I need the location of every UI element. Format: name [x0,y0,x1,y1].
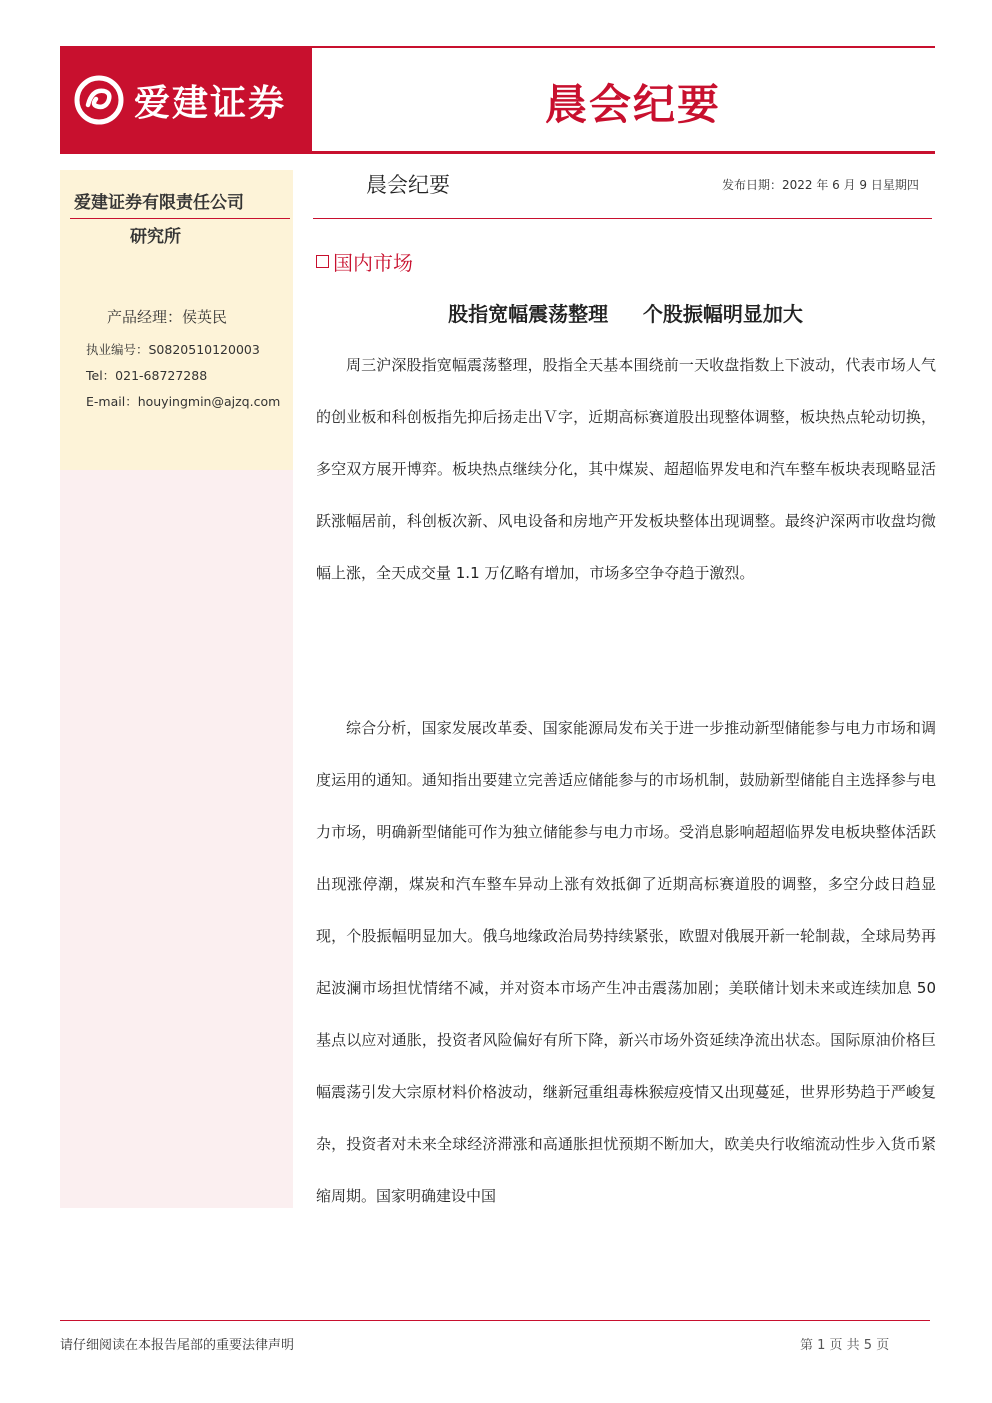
telephone: Tel：021-68727288 [86,368,208,383]
section-heading [316,247,413,276]
company-name: 爱建证券有限责任公司 [74,193,244,213]
footer-rule [60,1320,930,1321]
logo-emblem-icon [74,75,124,125]
page-indicator: 第 1 页 共 5 页 [800,1338,890,1353]
article-title: 股指宽幅震荡整理 个股振幅明显加大 [448,302,803,326]
product-manager: 产品经理：侯英民 [107,308,228,326]
institute-name: 研究所 [130,227,181,247]
report-type-title: 晨会纪要 [545,80,722,129]
sidebar-lower-panel [60,470,293,1208]
header-bottom-rule [60,151,935,154]
publish-date: 发布日期：2022 年 6 月 9 日星期四 [722,178,919,192]
subheader-rule [313,218,932,219]
legal-disclaimer: 请仔细阅读在本报告尾部的重要法律声明 [60,1338,295,1353]
email-address: E-mail：houyingmin@ajzq.com [86,394,281,409]
body-paragraph-1: 周三沪深股指宽幅震荡整理，股指全天基本围绕前一天收盘指数上下波动，代表市场人气的创业板和科创板指先抑后扬走出Ｖ字，近期高标赛道股出现整体调整，板块热点轮动切换，多空双方展开博弈。板块热点继续分化，其中煤炭、超超临界发电和汽车整车板块表现略显活跃涨幅居前，科创板次新、风电设备和房地产开发板块整体出现调整。最终沪深两市收盘均微幅上涨，全天成交量 1.1 万亿略有增加，市场多空争夺趋于激烈。 [316,356,936,582]
sidebar-divider [70,218,290,219]
document-title: 晨会纪要 [366,173,450,197]
body-paragraph-2: 综合分析，国家发展改革委、国家能源局发布关于进一步推动新型储能参与电力市场和调度运用的通知。通知指出要建立完善适应储能参与的市场机制，鼓励新型储能自主选择参与电力市场，明确新型储能可作为独立储能参与电力市场。受消息影响超超临界发电板块整体活跃出现涨停潮，煤炭和汽车整车异动上涨有效抵御了近期高标赛道股的调整，多空分歧日趋显现，个股振幅明显加大。俄乌地缘政治局势持续紧张，欧盟对俄展开新一轮制裁，全球局势再起波澜市场担忧情绪不减，并对资本市场产生冲击震荡加剧；美联储计划未来或连续加息 50 基点以应对通胀，投资者风险偏好有所下降，新兴市场外资延续净流出状态。国际原油价格巨幅震荡引发大宗原材料价格波动，继新冠重组毒株猴痘疫情又出现蔓延，世界形势趋于严峻复杂，投资者对未来全球经济滞涨和高通胀担忧预期不断加大，欧美央行收缩流动性步入货币紧缩周期。国家明确建设中国 [316,719,936,1205]
license-number: 执业编号：S0820510120003 [86,342,260,357]
checkbox-square-icon [316,255,329,268]
logo-text: 爱建证券 [134,81,287,124]
section-heading-label: 国内市场 [333,251,413,275]
company-logo [60,48,312,152]
